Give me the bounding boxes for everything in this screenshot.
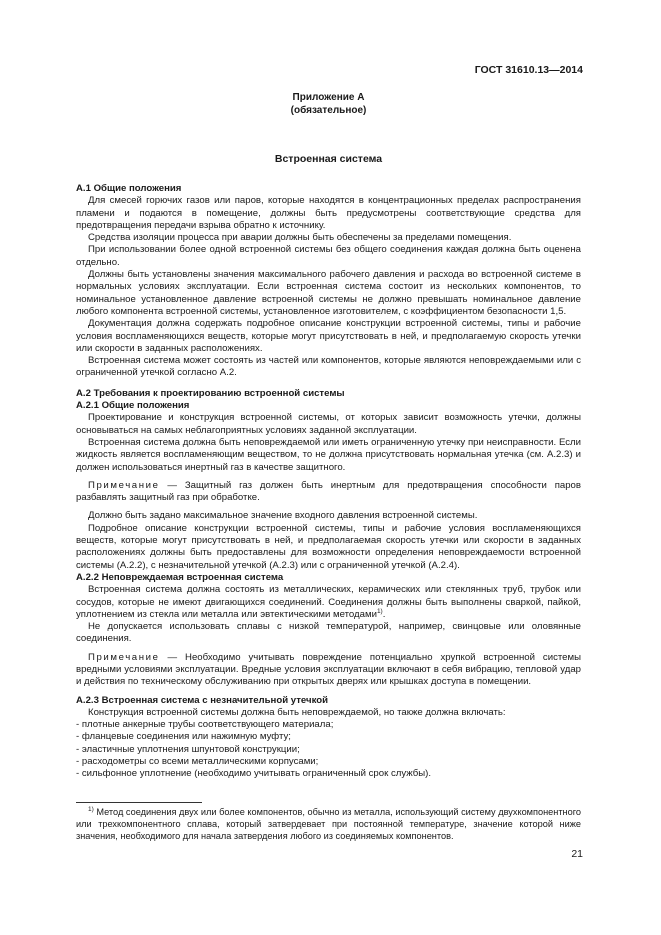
note-text: — Защитный газ должен быть инертным для предотвращения способности паров разбавлять защитный газ при обработке. xyxy=(76,479,581,504)
note-text: — Необходимо учитывать повреждение потенциально хрупкой встроенной системы вредными условиями эксплуатации. Вредные условия эксплуатации включают в себя вибрацию, тепловой удар и действия по техническому обслуживанию при открытых дверях или крышках доступа в помещении. xyxy=(76,651,581,688)
paragraph: Конструкция встроенной системы должна быть неповреждаемой, но также должна включать: xyxy=(88,706,506,718)
footnote-ref: 1) xyxy=(376,607,383,615)
heading-a1: А.1 Общие положения xyxy=(76,183,182,194)
footnote xyxy=(76,806,581,842)
note xyxy=(76,652,581,689)
paragraph: Должны быть установлены значения максимального рабочего давления и расхода во встроенной системе в нормальных условиях эксплуатации. Если встроенная система состоит из нескольких компонентов, то номинальное установленное давление встроенной системы не должно превышать номинальное давление любого компонента встроенной системы, установленное изготовителем, с коэффициентом безопасности 1,5. xyxy=(76,269,581,317)
paragraph-text: Встроенная система должна состоять из металлических, керамических или стеклянных труб, трубок или сосудов, которые не имеют двигающихся соединений. Соединения должны быть выполнены сваркой, пайкой, уплотнением из стекла или металла или эвтектическими методами xyxy=(76,584,581,620)
heading-a23: А.2.3 Встроенная система с незначительной утечкой xyxy=(76,694,329,706)
footnote-text xyxy=(76,806,581,842)
paragraph: Документация должна содержать подробное описание конструкции встроенной системы, типы и рабочие условия воспламеняющихся веществ, которые могут присутствовать в ней, и предполагаемую скорость утечки или скорости в заданных расположениях. xyxy=(76,318,581,354)
footnote-body: Метод соединения двух или более компонентов, обычно из металла, использующий систему двухкомпонентного или трехкомпонентного сплава, который затвердевает при постоянной температуре, значение которой ниже значения, необходимого для начала затвердения любого из соединяемых компонентов. xyxy=(76,807,581,841)
list-item: - сильфонное уплотнение (необходимо учитывать ограниченный срок службы). xyxy=(76,768,432,780)
paragraph-end: . xyxy=(382,608,386,620)
paragraph: Встроенная система должна быть неповреждаемой или иметь ограниченную утечку при неисправности. Если жидкость является воспламеняющим веществом, то не должна присутствовать нормальная утечка (см. А.2.3) и должен использоваться инертный газ в качестве защитного. xyxy=(76,436,581,473)
list-item: - фланцевые соединения или нажимную муфту; xyxy=(76,731,291,743)
appendix-title: Приложение А xyxy=(292,92,365,103)
paragraph: Проектирование и конструкция встроенной системы, от которых зависит возможность утечки, должны основываться на самых неблагоприятных условиях заданной эксплуатации. xyxy=(76,412,581,436)
page-number: 21 xyxy=(571,848,583,860)
document-body xyxy=(76,183,581,781)
list-item: - расходометры со всеми металлическими корпусами; xyxy=(76,756,319,768)
appendix-status: (обязательное) xyxy=(290,104,367,116)
footnote-divider xyxy=(76,802,202,803)
footnote-mark: 1) xyxy=(88,805,94,813)
paragraph: Встроенная система может состоять из частей или компонентов, которые являются неповреждаемыми или с ограниченной утечкой согласно А.2. xyxy=(76,355,581,379)
note xyxy=(76,480,581,505)
note-label: Примечание xyxy=(88,651,160,663)
heading-a21: А.2.1 Общие положения xyxy=(76,400,190,412)
paragraph: Подробное описание конструкции встроенной системы, типы и рабочие условия воспламеняющихся веществ, которые могут присутствовать в ней, и предполагаемая скорость утечки или скорости в заданных расположениях должны быть предоставлены для возможности определения неповреждаемости встроенной системы (А.2.2), с незначительной утечкой (А.2.3) или с ограниченной утечкой (А.2.4). xyxy=(76,522,581,571)
note-label: Примечание xyxy=(88,479,160,491)
paragraph: При использовании более одной встроенной системы без общего соединения каждая должна быть оценена отдельно. xyxy=(76,244,581,268)
paragraph: Не допускается использовать сплавы с низкой температурой, например, свинцовые или оловянные соединения. xyxy=(76,621,581,645)
paragraph: Средства изоляции процесса при аварии должны быть обеспечены за пределами помещения. xyxy=(88,232,512,244)
list-item: - эластичные уплотнения шпунтовой конструкции; xyxy=(76,743,300,755)
list-item: - плотные анкерные трубы соответствующего материала; xyxy=(76,719,334,731)
document-id-header: ГОСТ 31610.13—2014 xyxy=(474,64,583,76)
appendix-heading xyxy=(76,92,581,117)
section-title: Встроенная система xyxy=(274,153,383,165)
heading-a22: А.2.2 Неповреждаемая встроенная система xyxy=(76,571,284,583)
heading-a2: А.2 Требования к проектированию встроенной системы xyxy=(76,387,345,399)
paragraph: Должно быть задано максимальное значение входного давления встроенной системы. xyxy=(88,510,478,522)
paragraph xyxy=(76,584,581,621)
paragraph: Для смесей горючих газов или паров, которые находятся в концентрационных пределах распространения пламени и подаются в помещение, должны быть предусмотрены соответствующие средства для предотвращения передачи взрыва обратно к источнику. xyxy=(76,195,581,231)
